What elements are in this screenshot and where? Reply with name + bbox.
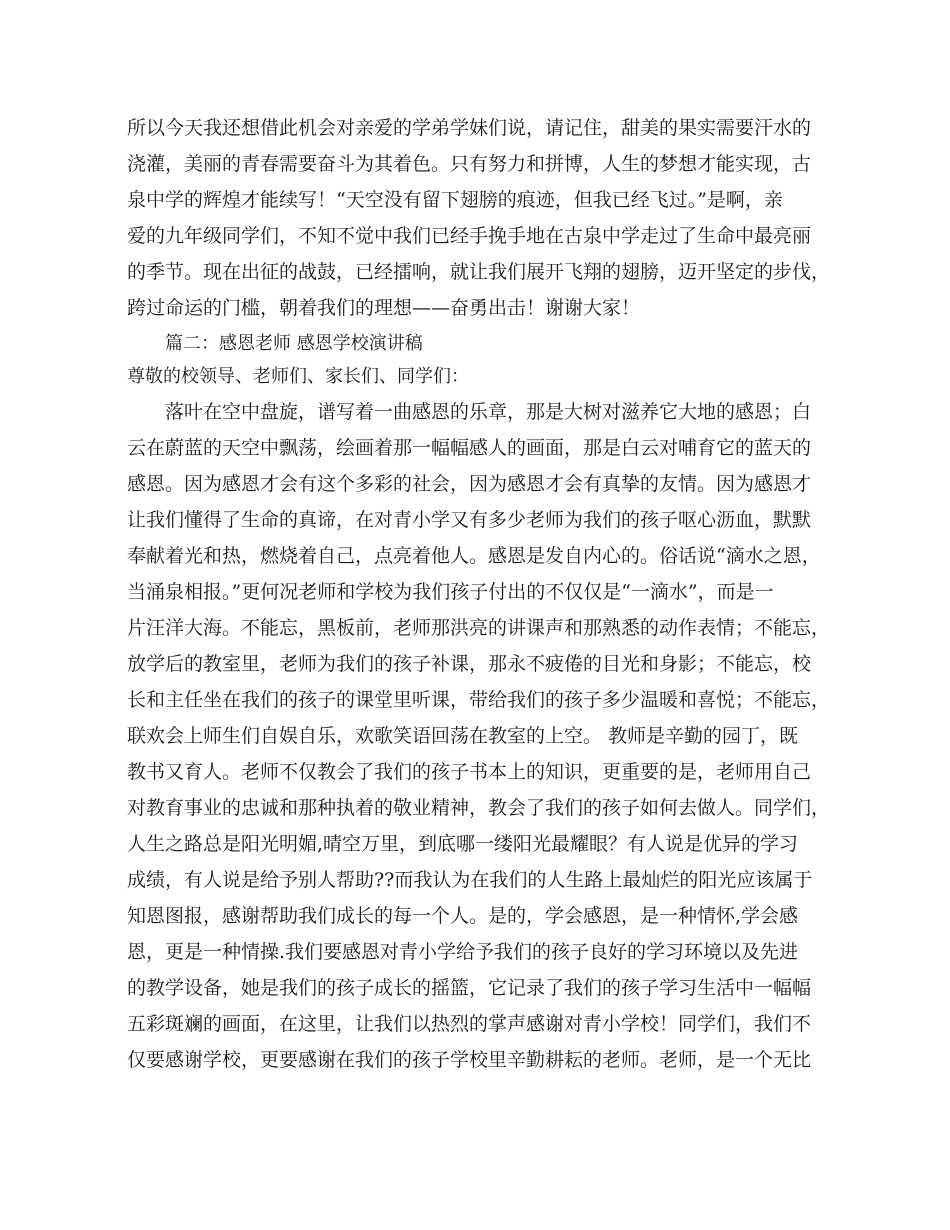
text-line: 感恩。因为感恩才会有这个多彩的社会，因为感恩才会有真挚的友情。因为感恩才 bbox=[127, 473, 812, 495]
text-line: 泉中学的辉煌才能续写！“天空没有留下翅膀的痕迹，但我已经飞过。”是啊，亲 bbox=[127, 189, 783, 211]
text-line: 成绩，有人说是给予别人帮助??而我认为在我们的人生路上最灿烂的阳光应该属于 bbox=[127, 869, 813, 891]
text-line: 奉献着光和热，燃烧着自己，点亮着他人。感恩是发自内心的。俗话说“滴水之恩， bbox=[127, 545, 821, 567]
text-line: 对教育事业的忠诚和那种执着的敬业精神，教会了我们的孩子如何去做人。同学们， bbox=[127, 797, 831, 819]
text-line: 人生之路总是阳光明媚,晴空万里，到底哪一缕阳光最耀眼？有人说是优异的学习 bbox=[127, 833, 799, 855]
text-line: 长和主任坐在我们的孩子的课堂里听课，带给我们的孩子多少温暖和喜悦；不能忘， bbox=[127, 689, 831, 711]
text-line: 跨过命运的门槛，朝着我们的理想——奋勇出击！谢谢大家！ bbox=[127, 297, 641, 319]
text-line: 联欢会上师生们自娱自乐，欢歌笑语回荡在教室的上空。 教师是辛勤的园丁，既 bbox=[127, 725, 799, 747]
text-line: 教书又育人。老师不仅教会了我们的孩子书本上的知识，更重要的是，老师用自己 bbox=[127, 761, 812, 783]
text-line: 的季节。现在出征的战鼓，已经擂响，就让我们展开飞翔的翅膀，迈开坚定的步伐， bbox=[127, 261, 831, 283]
text-line: 当涌泉相报。”更何况老师和学校为我们孩子付出的不仅仅是“一滴水”，而是一 bbox=[127, 581, 774, 603]
text-line: 知恩图报，感谢帮助我们成长的每一个人。是的，学会感恩，是一种情怀,学会感 bbox=[127, 905, 799, 927]
text-line: 所以今天我还想借此机会对亲爱的学弟学妹们说，请记住，甜美的果实需要汗水的 bbox=[127, 117, 812, 139]
text-line: 恩，更是一种情操.我们要感恩对青小学给予我们的孩子良好的学习环境以及先进 bbox=[127, 941, 799, 963]
text-line: 仅要感谢学校，更要感谢在我们的孩子学校里辛勤耕耘的老师。老师，是一个无比 bbox=[127, 1049, 812, 1071]
text-line: 让我们懂得了生命的真谛，在对青小学又有多少老师为我们的孩子呕心沥血，默默 bbox=[127, 509, 812, 531]
text-line: 浇灌，美丽的青春需要奋斗为其着色。只有努力和拼博，人生的梦想才能实现，古 bbox=[127, 153, 812, 175]
salutation: 尊敬的校领导、老师们、家长们、同学们： bbox=[127, 366, 469, 387]
text-line: 云在蔚蓝的天空中飘荡，绘画着那一幅幅感人的画面，那是白云对哺育它的蓝天的 bbox=[127, 437, 812, 459]
text-line: 爱的九年级同学们，不知不觉中我们已经手挽手地在古泉中学走过了生命中最亮丽 bbox=[127, 225, 812, 247]
text-line: 放学后的教室里，老师为我们的孩子补课，那永不疲倦的目光和身影；不能忘，校 bbox=[127, 653, 812, 675]
text-line: 的教学设备，她是我们的孩子成长的摇篮，它记录了我们的孩子学习生活中一幅幅 bbox=[127, 977, 812, 999]
text-line: 五彩斑斓的画面，在这里，让我们以热烈的掌声感谢对青小学校！同学们，我们不 bbox=[127, 1013, 812, 1035]
text-line: 落叶在空中盘旋，谱写着一曲感恩的乐章，那是大树对滋养它大地的感恩；白 bbox=[165, 401, 812, 423]
section-heading: 篇二：感恩老师 感恩学校演讲稿 bbox=[165, 333, 423, 354]
text-line: 片汪洋大海。不能忘，黑板前，老师那洪亮的讲课声和那熟悉的动作表情；不能忘， bbox=[127, 617, 831, 639]
